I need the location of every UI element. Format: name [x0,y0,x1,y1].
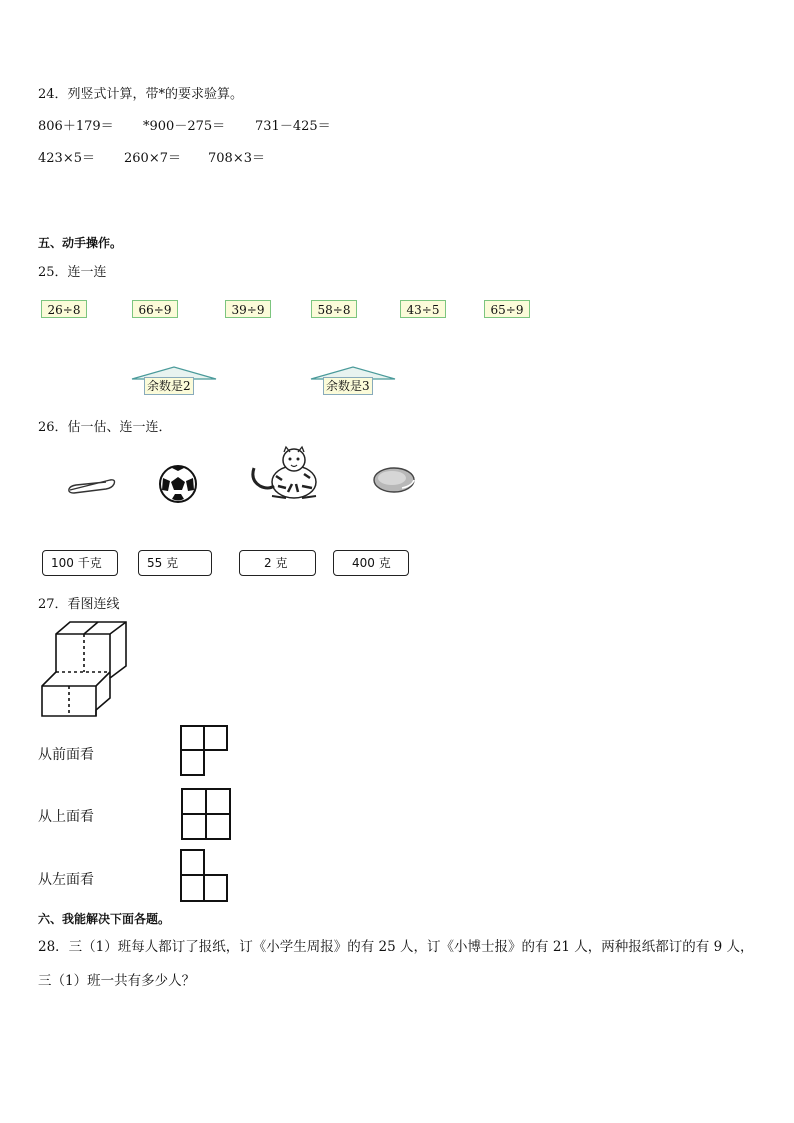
division-card[interactable]: 58÷8 [311,300,357,318]
q28-text-line1: 28．三（1）班每人都订了报纸，订《小学生周报》的有 25 人，订《小博士报》的有 21 人，两种报纸都订的有 9 人， [38,939,754,955]
q28-text-line2: 三（1）班一共有多少人？ [38,973,196,989]
remainder-house[interactable]: 余数是3 [323,377,373,395]
weight-card[interactable]: 400 克 [333,550,409,576]
view-top-figure[interactable] [180,787,232,841]
q27-title: 27．看图连线 [38,597,120,612]
weight-card[interactable]: 100 千克 [42,550,118,576]
q24-expr-1: 806＋179＝ [38,119,114,134]
view-front-figure[interactable] [180,725,230,777]
division-card[interactable]: 39÷9 [225,300,271,318]
section6-title: 六、我能解决下面各题。 [38,912,171,926]
soccer-ball-icon[interactable] [158,464,200,504]
division-card[interactable]: 26÷8 [41,300,87,318]
weight-card[interactable]: 55 克 [138,550,212,576]
q24-expr-2: *900－275＝ [143,119,226,134]
view-label-top: 从上面看 [38,809,94,825]
q25-title: 25．连一连 [38,265,107,280]
q26-title: 26．估一估、连一连． [38,420,172,435]
q24-expr-3: 731－425＝ [255,119,331,134]
q24-title: 24．列竖式计算，带*的要求验算。 [38,87,244,102]
q24-expr-4: 423×5＝ [38,151,95,166]
view-label-left: 从左面看 [38,872,94,888]
paperclip-icon[interactable] [66,476,118,494]
division-card[interactable]: 66÷9 [132,300,178,318]
division-card[interactable]: 65÷9 [484,300,530,318]
remainder-house[interactable]: 余数是2 [144,377,194,395]
cube-stack-figure [38,620,132,718]
weight-card[interactable]: 2 克 [239,550,316,576]
view-left-figure[interactable] [180,849,230,903]
division-card[interactable]: 43÷5 [400,300,446,318]
section5-title: 五、动手操作。 [38,236,123,250]
tiger-toy-icon[interactable] [246,446,322,502]
view-label-front: 从前面看 [38,747,94,763]
q24-expr-5: 260×7＝ [124,151,181,166]
soap-icon[interactable] [372,466,418,496]
q24-expr-6: 708×3＝ [208,151,265,166]
